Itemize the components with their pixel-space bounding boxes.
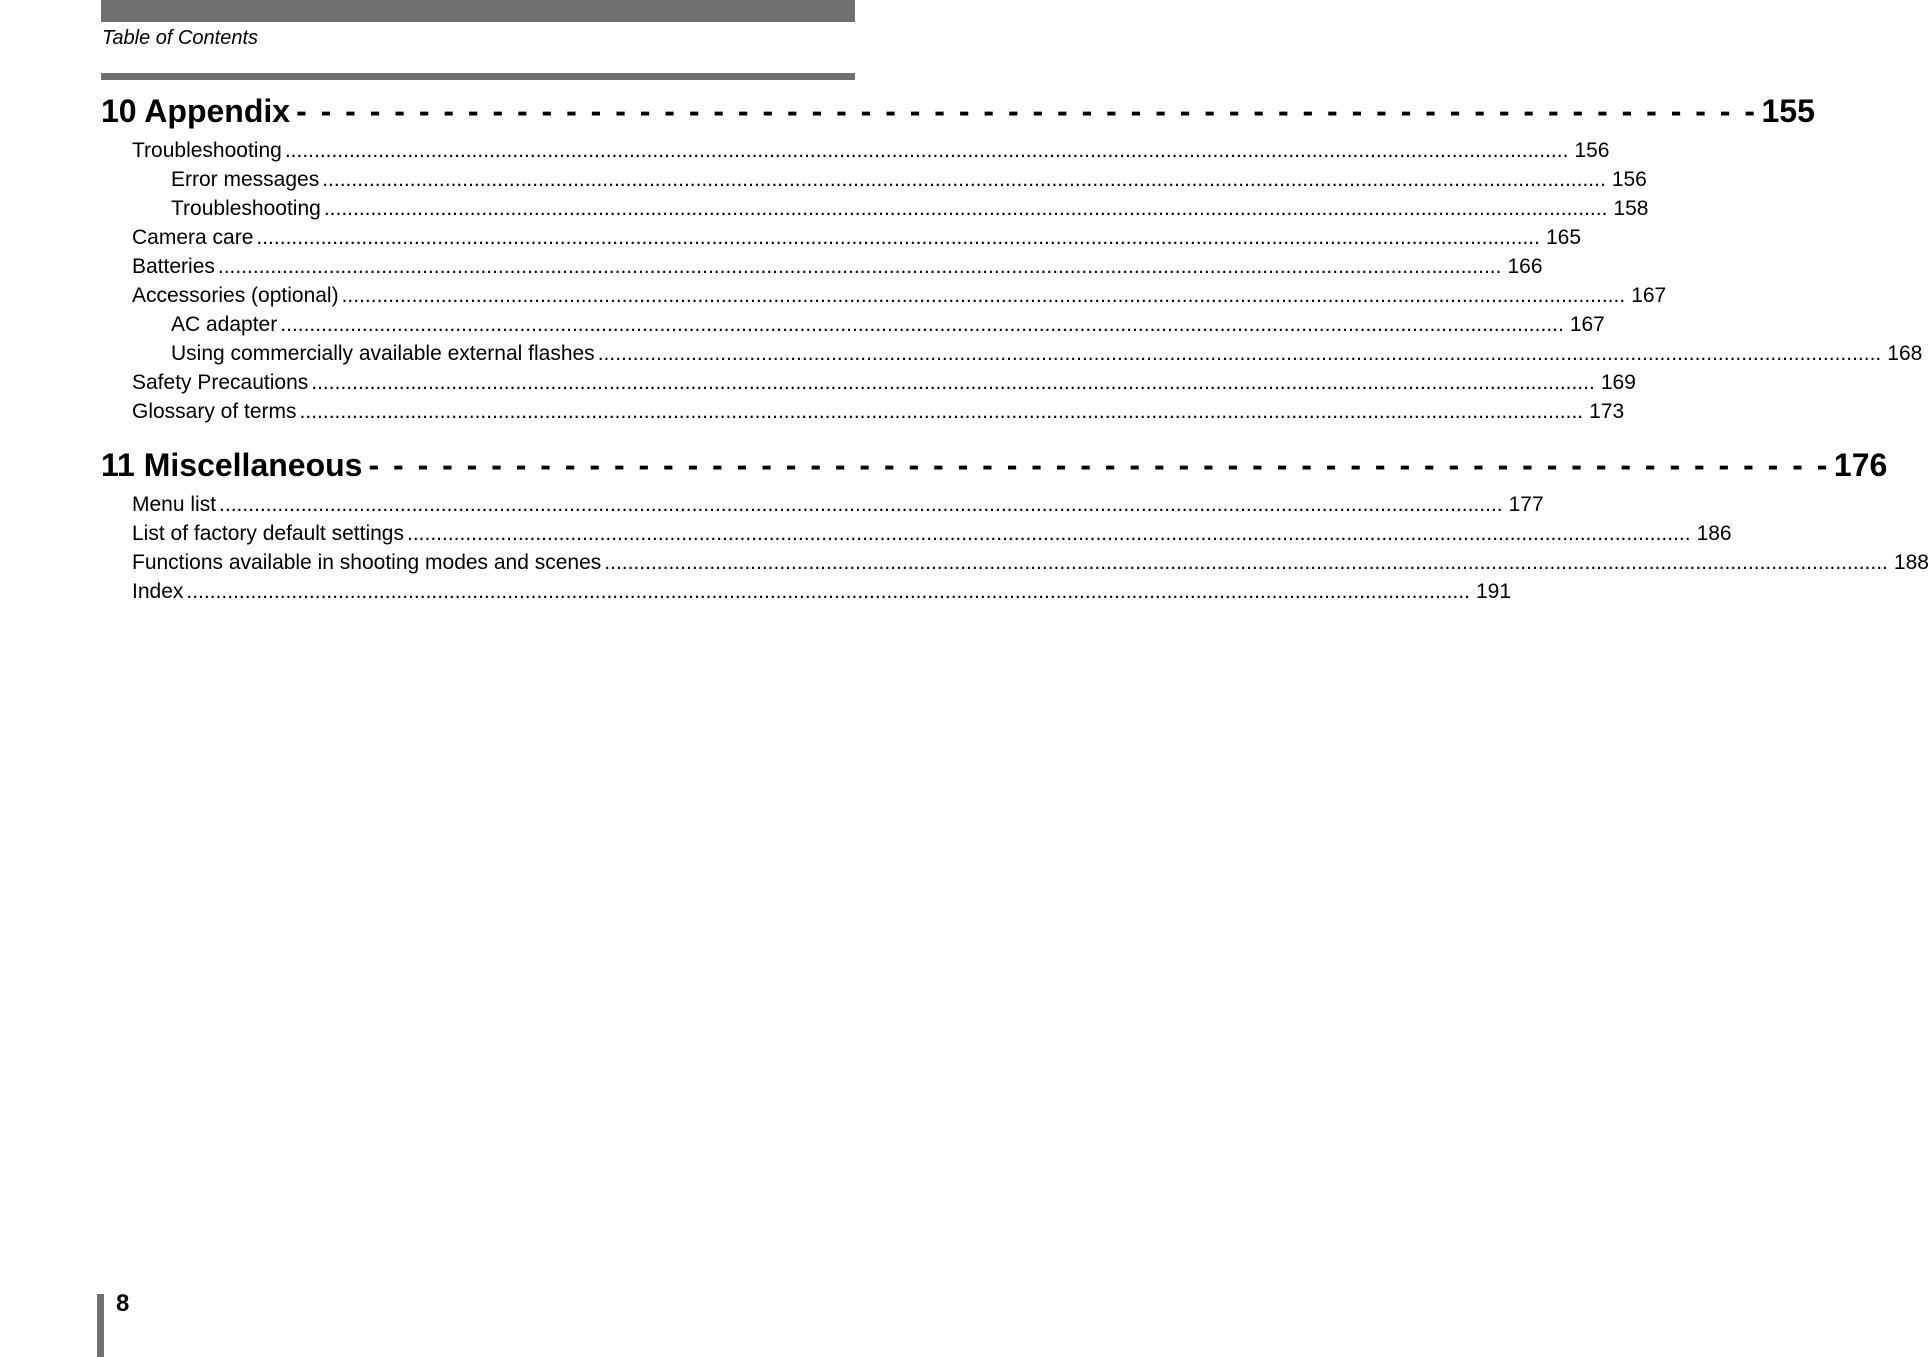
dot-leader: ............................................................................................................................................................................................................................ (299, 400, 1584, 423)
toc-entry-page: 186 (1696, 522, 1732, 545)
toc-entry-title: Glossary of terms (132, 400, 297, 423)
toc-entry-page: 191 (1475, 580, 1512, 603)
dot-leader: ............................................................................................................................................................................................................................ (219, 493, 1503, 516)
toc-entry[interactable] (101, 519, 1732, 548)
dot-leader: ............................................................................................................................................................................................................................ (217, 255, 1502, 278)
toc-entry[interactable] (101, 194, 1649, 223)
dot-leader: ............................................................................................................................................................................................................................ (322, 168, 1606, 191)
dot-leader: ............................................................................................................................................................................................................................ (311, 371, 1595, 394)
toc-entry-page: 167 (1631, 284, 1667, 307)
toc-entry-page: 167 (1569, 313, 1605, 336)
toc-entry[interactable] (101, 368, 1636, 397)
toc-entry-title: Accessories (optional) (132, 284, 339, 307)
chapter-page-number: 176 (1833, 447, 1888, 483)
toc-entry-title: Safety Precautions (132, 371, 309, 394)
page-number: 8 (116, 1290, 130, 1317)
toc-entry-title: AC adapter (171, 313, 278, 336)
header-rule (101, 73, 855, 80)
toc-entry-page: 156 (1574, 139, 1610, 162)
toc-entry-title: Batteries (132, 255, 215, 278)
chapter-appendix (101, 92, 1923, 426)
dot-leader: ............................................................................................................................................................................................................................ (341, 284, 1626, 307)
toc-entry[interactable] (101, 548, 1929, 577)
toc-entry-page: 156 (1611, 168, 1647, 191)
toc-entry-page: 168 (1887, 342, 1923, 365)
toc-entry-page: 169 (1600, 371, 1636, 394)
toc-entry-page: 173 (1589, 400, 1625, 423)
toc-entry[interactable] (101, 577, 1512, 606)
dot-leader: ............................................................................................................................................................................................................................ (186, 580, 1470, 603)
toc-entry-title: List of factory default settings (132, 522, 404, 545)
toc-entry-page: 158 (1613, 197, 1649, 220)
chapter-miscellaneous (101, 446, 1929, 606)
toc-entry-title: Index (132, 580, 184, 603)
running-header: Table of Contents (102, 27, 259, 49)
dash-leader: - - - - - - - - - - - - - - - - - - - - - - - - - - - - - - - - - - - - - - - - - - - - - - - - - - - - - - - - - - - - (296, 93, 1758, 129)
chapter-title: 11 Miscellaneous (101, 447, 363, 483)
toc-entry-page: 165 (1545, 226, 1582, 249)
toc-entry[interactable] (101, 165, 1647, 194)
toc-entry[interactable] (101, 339, 1923, 368)
toc-entry-page: 177 (1508, 493, 1544, 516)
chapter-title: 10 Appendix (101, 93, 291, 129)
toc-entry-title: Menu list (132, 493, 217, 516)
toc-entry[interactable] (101, 136, 1610, 165)
toc-entry-title: Troubleshooting (171, 197, 321, 220)
dot-leader: ............................................................................................................................................................................................................................ (256, 226, 1540, 249)
toc-entry[interactable] (101, 490, 1544, 519)
page-tab-bar (97, 1294, 104, 1357)
toc-entry-title: Functions available in shooting modes and scenes (132, 551, 602, 574)
toc-entry[interactable] (101, 397, 1625, 426)
dot-leader: ............................................................................................................................................................................................................................ (280, 313, 1564, 336)
toc-entry-title: Using commercially available external flashes (171, 342, 595, 365)
toc-entry-title: Error messages (171, 168, 320, 191)
toc-entry-title: Troubleshooting (132, 139, 282, 162)
header-bar (101, 0, 855, 22)
chapter-heading[interactable] (101, 446, 1888, 484)
dot-leader: ............................................................................................................................................................................................................................ (597, 342, 1882, 365)
toc-entry[interactable] (101, 223, 1582, 252)
dot-leader: ............................................................................................................................................................................................................................ (406, 522, 1691, 545)
chapter-page-number: 155 (1761, 93, 1815, 129)
toc-entry-page: 166 (1507, 255, 1543, 278)
toc-entry[interactable] (101, 252, 1543, 281)
dot-leader: ............................................................................................................................................................................................................................ (604, 551, 1888, 574)
dash-leader: - - - - - - - - - - - - - - - - - - - - - - - - - - - - - - - - - - - - - - - - - - - - - - - - - - - - - - - - - - - - (368, 447, 1830, 483)
dot-leader: ............................................................................................................................................................................................................................ (323, 197, 1608, 220)
toc-entry-list (101, 490, 1929, 606)
dot-leader: ............................................................................................................................................................................................................................ (284, 139, 1569, 162)
toc-entry-title: Camera care (132, 226, 254, 249)
chapter-heading[interactable] (101, 92, 1815, 130)
toc-entry-list (101, 136, 1923, 426)
toc-entry-page: 188 (1893, 551, 1929, 574)
toc-entry[interactable] (101, 310, 1605, 339)
toc-entry[interactable] (101, 281, 1667, 310)
